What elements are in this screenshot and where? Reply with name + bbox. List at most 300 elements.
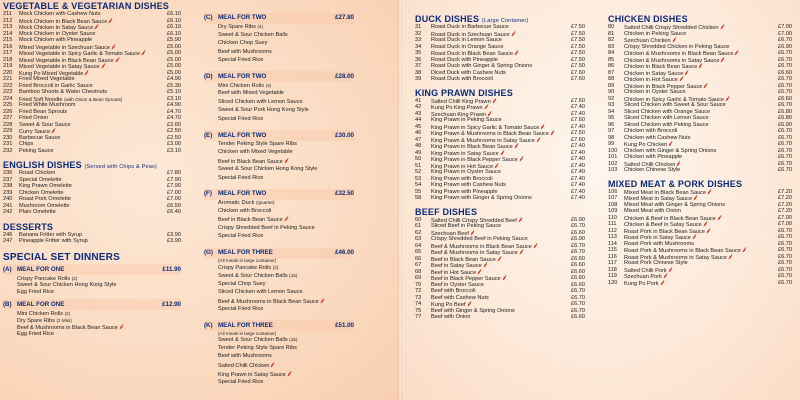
set-item (218, 216, 289, 223)
item-name: Fried Mixed Vegetable (19, 76, 75, 82)
item-name: Chicken in Peking Sauce (624, 30, 687, 37)
item-price: £7.60 (571, 97, 585, 104)
set-item (218, 141, 297, 148)
set-item-note: (4) (257, 24, 264, 29)
item-number: 39 (415, 76, 422, 82)
column-1 (3, 0, 181, 400)
set-code: (G) (204, 249, 213, 256)
item-name: Fried Bean Sprouts (19, 108, 68, 115)
item-number: 54 (415, 182, 422, 188)
set-label: MEAL FOR THREE (218, 249, 273, 256)
item-name: Chicken in Spicy Garlic & Tomato Sauce (624, 96, 725, 103)
set-item-text: Sweet & Sour Chicken Balls (218, 31, 288, 38)
item-price: £7.40 (571, 195, 585, 201)
set-item-text: Chicken with Broccoli (218, 207, 272, 214)
item-price: £7.40 (571, 149, 585, 156)
item-number: 227 (3, 115, 13, 121)
item-name: Bamboo Shoots & Water Chestnuts (19, 89, 108, 95)
menu-item (415, 195, 585, 202)
set-item (218, 264, 278, 271)
item-price: £3.10 (167, 95, 181, 102)
section-title: DESSERTS (3, 221, 54, 232)
item-name: Mock Chicken with Pineapple (19, 37, 93, 43)
item-number: 44 (415, 117, 422, 123)
item-number: 34 (415, 43, 422, 50)
set-price: £28.00 (335, 72, 354, 80)
set-item (218, 281, 266, 288)
set-item (17, 282, 117, 289)
item-price: £7.00 (778, 24, 792, 30)
section-title: ENGLISH DISHES (3, 160, 82, 170)
item-price: £6.70 (778, 160, 792, 167)
item-name: Szechuan Beef (431, 230, 469, 237)
section-title: BEEF DISHES (415, 206, 478, 217)
item-name: Mock Chicken in Satay Sauce (19, 25, 94, 31)
item-price: £6.80 (778, 108, 792, 115)
item-name: Peking Sauce (19, 147, 54, 154)
item-name: Sliced Beef in Peking Sauce (431, 223, 502, 229)
chilli-icon (284, 159, 289, 165)
item-name: King Prawn in Oyster Sauce (431, 169, 501, 175)
item-price: £7.50 (571, 63, 585, 69)
set-item (218, 32, 288, 39)
item-name: Roast Pork in Black Bean Sauce (624, 228, 705, 235)
item-name: Mock Chicken with Cashew Nuts (19, 11, 101, 17)
item-price: £6.70 (571, 223, 585, 229)
item-number: 52 (415, 169, 422, 175)
item-number: 38 (415, 69, 422, 76)
item-name: Barbecue Sauce (19, 134, 61, 141)
item-number: 217 (3, 50, 13, 56)
item-price: £6.70 (571, 242, 585, 249)
chilli-icon (320, 299, 325, 305)
set-item-text: Beef with Mixed Vegetable (218, 90, 284, 97)
page-fold (398, 0, 402, 400)
item-name-wrap (624, 280, 665, 288)
set-item-text: Aromatic Duck (218, 200, 255, 207)
set-item (17, 289, 54, 296)
item-price: £3.90 (167, 231, 181, 238)
item-name: Curry Sauce (19, 129, 51, 135)
item-price: £6.90 (778, 43, 792, 50)
item-number: 55 (415, 188, 422, 195)
item-price: £7.60 (571, 69, 585, 76)
set-item (218, 166, 318, 173)
item-price: £7.40 (571, 110, 585, 117)
item-number: 63 (415, 236, 422, 242)
section-subtitle: (Served with Chips & Peas) (84, 164, 157, 170)
item-number: 100 (608, 147, 618, 154)
item-number: 93 (608, 102, 615, 108)
item-number: 72 (415, 288, 422, 294)
item-price: £4.70 (167, 115, 181, 121)
item-price: £6.70 (571, 307, 585, 314)
item-price: £7.80 (167, 170, 181, 176)
item-price: £6.10 (167, 24, 181, 30)
set-price: £51.00 (335, 321, 354, 329)
item-price: £6.70 (778, 128, 792, 134)
item-number: 228 (3, 121, 13, 128)
set-item-text: Sweet & Sour Pork Hong Kong Style (218, 107, 309, 114)
item-price: £7.20 (778, 201, 792, 208)
item-price: £5.90 (167, 37, 181, 43)
item-price: £7.60 (571, 136, 585, 143)
item-number: 213 (3, 24, 13, 30)
chilli-icon (119, 325, 124, 331)
item-name: Kung Po Pork (624, 280, 659, 287)
item-name: Szechuan Pork (624, 274, 662, 280)
item-name: Chicken & Beef in Satay Sauce (624, 222, 702, 228)
item-price: £7.50 (571, 56, 585, 63)
item-name: Chicken with Cashew Nuts (624, 134, 691, 141)
item-price: £7.40 (571, 156, 585, 162)
item-number: 230 (3, 134, 13, 141)
item-price: £5.00 (167, 69, 181, 76)
item-price: £6.70 (778, 273, 792, 279)
set-item (218, 298, 325, 305)
item-name: Mock Chicken in Black Bean Sauce (19, 18, 108, 25)
set-item (218, 23, 263, 30)
item-number: 92 (608, 95, 615, 102)
item-name: Roast Duck in Szechuan Sauce (431, 31, 510, 38)
set-item-text: Tender Peking Style Spare Ribs (218, 344, 297, 351)
item-number: 223 (3, 89, 13, 95)
set-item-text: Crispy Pancake Rolls (17, 275, 71, 282)
item-price: £6.80 (778, 115, 792, 121)
item-number: 115 (608, 247, 617, 253)
item-name: Chicken & Mushrooms in Black Bean Sauce (624, 51, 734, 57)
item-number: 65 (415, 249, 422, 255)
item-price: £7.60 (571, 117, 585, 123)
item-number: 113 (608, 234, 617, 240)
item-number: 118 (608, 266, 617, 273)
item-number: 241 (3, 202, 13, 209)
section-title: MIXED MEAT & PORK DISHES (608, 178, 743, 189)
set-item-text: Special Fried Rice (218, 306, 264, 313)
item-name: Salted Chilli Crispy Shredded Beef (431, 217, 517, 224)
set-label: MEAL FOR TWO (218, 72, 267, 80)
item-name: King Prawn & Mushrooms in Satay Sauce (431, 137, 535, 144)
item-name: Szechuan King Prawn (431, 111, 487, 118)
set-label: MEAL FOR ONE (17, 265, 65, 273)
item-name: Beef & Mushrooms in Black Bean Sauce (431, 243, 532, 250)
item-name: Chicken in Satay Sauce (624, 70, 684, 77)
item-number: 80 (608, 24, 615, 30)
item-number: 62 (415, 229, 422, 236)
section-heading (608, 179, 742, 189)
item-number: 119 (608, 273, 617, 279)
menu-item (608, 280, 792, 287)
item-number: 221 (3, 76, 13, 82)
column-4 (608, 0, 792, 400)
item-price: £6.70 (571, 288, 585, 294)
item-name-wrap (431, 195, 532, 202)
item-price: £7.50 (571, 43, 585, 50)
item-price: £6.70 (571, 301, 585, 307)
set-note: (All meals in large container) (218, 330, 277, 336)
set-meal-header (204, 190, 354, 198)
item-price: £6.60 (571, 314, 585, 320)
set-item-text: Sweet & Sour Chicken Hong Kong Style (17, 281, 117, 288)
item-name: Mushroom Omelette (19, 202, 70, 209)
set-item (218, 57, 263, 64)
item-number: 111 (608, 221, 617, 227)
set-item (218, 272, 297, 279)
item-price: £6.70 (778, 141, 792, 147)
set-code: (D) (204, 72, 213, 80)
item-number: 50 (415, 156, 422, 162)
item-name: Beef in Black Pepper Sauce (431, 276, 501, 282)
set-item-note: (4) (265, 82, 272, 88)
item-name-wrap (431, 76, 493, 83)
item-name: Mixed Vegetable in Black Bean Sauce (19, 57, 114, 64)
item-price: £7.20 (778, 195, 792, 201)
item-price: £7.50 (571, 24, 585, 30)
item-price: £6.70 (778, 234, 792, 240)
set-item (218, 379, 263, 386)
set-item-text: Special Fried Rice (218, 174, 264, 181)
item-price: £6.70 (571, 294, 585, 301)
item-name: Mixed Meat with Ginger & Spring Onions (624, 201, 726, 208)
set-item (218, 40, 267, 47)
column-2 (204, 0, 354, 400)
section-heading (415, 14, 528, 24)
item-price: £5.00 (167, 63, 181, 69)
item-number: 31 (415, 24, 422, 30)
item-number: 32 (415, 30, 422, 37)
set-item-text: Beef with Mushrooms (218, 48, 272, 55)
item-price: £6.60 (778, 95, 792, 102)
item-price: £6.60 (571, 275, 585, 281)
item-price: £6.70 (778, 266, 792, 273)
item-name: Fried Soft Noodle (19, 96, 63, 103)
item-number: 77 (415, 314, 422, 320)
set-item (218, 49, 272, 56)
chilli-icon (284, 217, 289, 223)
item-price: £7.00 (778, 30, 792, 37)
set-item-text: Egg Fried Rice (17, 288, 54, 295)
set-item (218, 225, 315, 232)
set-item (218, 158, 289, 165)
item-price: £6.90 (571, 236, 585, 242)
set-item-text: Special Chop Suey (218, 280, 266, 287)
item-name: Salted Chilli Crispy Shredded Chicken (624, 25, 719, 31)
item-price: £6.70 (778, 260, 792, 266)
section-title: KING PRAWN DISHES (415, 87, 513, 98)
set-item-text: Sweet & Sour Chicken Balls (218, 337, 288, 344)
set-item-text: Beef & Mushrooms in Black Bean Sauce (17, 324, 118, 331)
set-item (218, 371, 292, 378)
item-number: 239 (3, 189, 13, 196)
item-name: Kung Po Mixed Vegetable (19, 70, 84, 77)
item-name: Mixed Vegetable in Satay Sauce (19, 64, 100, 70)
item-number: 229 (3, 128, 13, 134)
item-name: Special Omelette (19, 176, 62, 183)
item-price: £7.40 (571, 175, 585, 182)
set-item-text: Beef in Black Bean Sauce (218, 217, 283, 224)
set-item (17, 324, 124, 331)
item-number: 225 (3, 102, 13, 108)
set-meal-header (204, 73, 354, 81)
item-name: Salted Chilli Chicken (624, 161, 676, 168)
set-meal-header (204, 132, 354, 140)
item-name: Fried Onion (19, 115, 49, 121)
item-number: 49 (415, 149, 422, 156)
item-name: Mixed Meat with Onion (624, 208, 681, 214)
set-item (218, 90, 284, 97)
item-name: Chicken Omelette (19, 189, 64, 196)
set-item-text: Special Fried Rice (218, 379, 264, 386)
item-number: 37 (415, 63, 422, 69)
item-price: £6.60 (571, 229, 585, 236)
item-price: £7.40 (571, 143, 585, 149)
item-price: £4.90 (167, 102, 181, 108)
item-number: 231 (3, 141, 13, 147)
item-number: 216 (3, 43, 13, 50)
item-price: £6.60 (571, 281, 585, 288)
set-item (218, 336, 297, 343)
chilli-icon (270, 363, 275, 369)
item-price: £6.70 (571, 249, 585, 255)
item-number: 45 (415, 123, 422, 130)
item-number: 222 (3, 82, 13, 89)
chilli-icon (660, 281, 665, 287)
item-number: 82 (608, 37, 615, 43)
set-item (218, 116, 263, 123)
item-price: £7.40 (571, 104, 585, 110)
item-name: Kung Po Chicken (624, 142, 668, 148)
item-price: £7.40 (571, 182, 585, 188)
set-price: £46.00 (335, 249, 354, 256)
item-name: Roast Pork in Satay Sauce (624, 235, 691, 241)
item-number: 108 (608, 201, 618, 208)
set-meal-header (3, 301, 181, 309)
item-name: Beef in Satay Sauce (431, 263, 482, 269)
item-name: King Prawn in Satay Sauce (431, 150, 499, 157)
item-name-wrap (19, 238, 88, 245)
set-item-text: Chicken Chop Suey (218, 40, 268, 47)
item-name: Chicken & Mushrooms in Satay Sauce (624, 57, 720, 64)
item-name: Beef with Broccoli (431, 288, 476, 294)
set-item-text: Dry Spare Ribs (17, 317, 55, 324)
set-item (17, 331, 54, 338)
item-price: £3.10 (167, 147, 181, 154)
item-name: Chips (19, 141, 34, 147)
item-name-wrap (19, 209, 56, 216)
item-name: Beef & Mushrooms in Satay Sauce (431, 250, 518, 256)
set-code: (E) (204, 131, 213, 139)
item-note: (with Onion & Bean Sprouts) (64, 96, 123, 102)
item-price: £6.60 (571, 262, 585, 268)
item-name: Mixed Vegetable in Szechuan Sauce (19, 44, 111, 51)
section-heading (415, 88, 513, 98)
item-name: Beef with Onion (431, 314, 471, 320)
item-number: 74 (415, 301, 422, 307)
item-number: 60 (415, 216, 422, 223)
item-name: King Prawn in Hot Sauce (431, 163, 494, 170)
menu-item (415, 76, 585, 83)
item-name: Sliced Chicken with Peking Sauce (624, 121, 709, 128)
item-price: £5.00 (167, 43, 181, 50)
set-price: £32.50 (335, 190, 354, 198)
item-number: 232 (3, 147, 13, 154)
item-name: Crispy Shredded Chicken in Peking Sauce (624, 43, 730, 50)
set-item (218, 175, 263, 182)
item-price: £5.00 (167, 56, 181, 63)
item-price: £6.90 (571, 216, 585, 223)
item-price: £5.10 (167, 89, 181, 95)
item-name: King Prawn in Peking Sauce (431, 117, 502, 123)
menu-item (3, 209, 181, 216)
item-name: Beef in Black Bean Sauce (431, 256, 496, 263)
item-name: Sliced Chicken with Sweet & Sour Sauce (624, 102, 726, 108)
item-price: £6.70 (778, 50, 792, 56)
section-title: CHICKEN DISHES (608, 14, 688, 24)
set-item-note: (2) (64, 310, 71, 316)
item-number: 84 (608, 50, 615, 56)
set-item-text: Sliced Chicken with Lemon Sauce (218, 98, 303, 105)
item-price: £6.70 (778, 167, 792, 173)
item-name: Mixed Vegetable in Spicy Garlic & Tomato Sauce (19, 51, 141, 57)
set-item (218, 289, 303, 296)
item-name-wrap (19, 148, 54, 155)
item-number: 120 (608, 279, 618, 286)
item-number: 35 (415, 50, 422, 56)
section-heading (415, 207, 477, 217)
item-name: Chicken with Ginger & Spring Onions (624, 147, 717, 154)
item-name-wrap (624, 167, 680, 174)
item-price: £3.90 (167, 238, 181, 244)
item-price: £7.40 (571, 123, 585, 130)
item-number: 246 (3, 231, 13, 238)
set-label: MEAL FOR ONE (17, 300, 65, 308)
item-name: Roast Duck in Lemon Sauce (431, 37, 502, 43)
set-item (218, 353, 272, 360)
set-item-text: Crispy Shredded Beef in Peking Sauce (218, 224, 315, 231)
set-meal-header (204, 322, 354, 330)
item-name: Chicken Chinese Style (624, 167, 681, 173)
set-item-text: Special Fried Rice (218, 115, 264, 122)
set-code: (B) (3, 300, 12, 308)
item-number: 53 (415, 175, 422, 182)
item-number: 33 (415, 37, 422, 43)
item-number: 66 (415, 255, 422, 262)
item-number: 114 (608, 240, 617, 247)
item-price: £4.90 (167, 76, 181, 82)
set-item (218, 306, 263, 313)
item-price: £6.40 (167, 209, 181, 215)
item-price: £7.00 (167, 189, 181, 196)
set-item-text: King Prawn in Satay Sauce (218, 371, 286, 378)
item-price: £6.70 (778, 82, 792, 89)
item-number: 212 (3, 17, 13, 24)
set-meal-header (204, 249, 354, 257)
item-price: £6.70 (778, 102, 792, 108)
set-price: £30.00 (335, 131, 354, 139)
item-name: Szechuan Chicken (624, 38, 671, 44)
item-number: 237 (3, 176, 13, 183)
item-number: 83 (608, 43, 615, 50)
item-name: Roast Pork & Mushrooms in Satay Sauce (624, 254, 727, 261)
item-name: King Prawn in Black Bean Sauce (431, 144, 513, 150)
item-number: 238 (3, 183, 13, 189)
set-item-note: (15) (289, 273, 298, 279)
item-price: £6.70 (778, 227, 792, 234)
item-name: Beef in Oyster Sauce (431, 281, 484, 288)
item-number: 85 (608, 56, 615, 63)
item-price: £6.70 (778, 63, 792, 69)
item-price: £7.00 (778, 214, 792, 221)
